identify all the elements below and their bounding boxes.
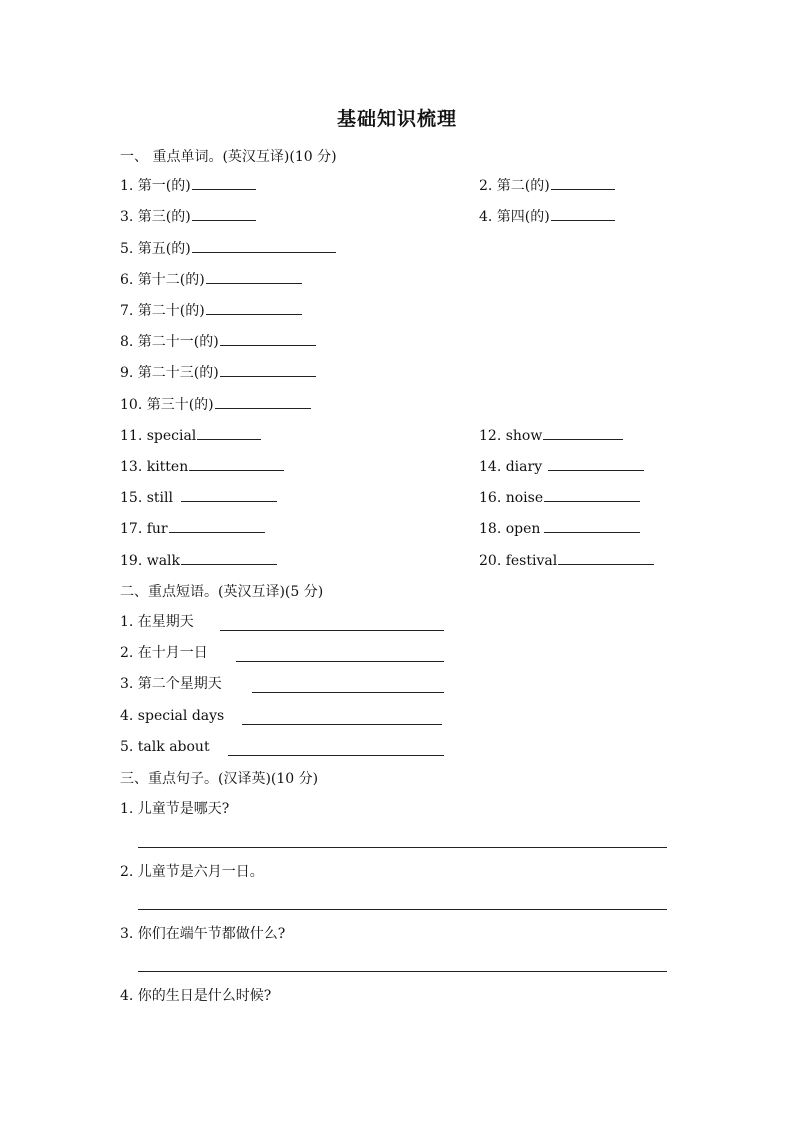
page-title: 基础知识梳理 [336,108,457,130]
word-item-14: 14. diary [479,456,644,476]
phrase-item-1: 1. 在星期天 [120,614,194,630]
phrase-answer-line[interactable] [228,755,444,756]
sentence-item-4: 4. 你的生日是什么时候? [120,988,272,1004]
word-item-12: 12. show [479,425,623,445]
answer-blank[interactable] [558,550,654,565]
sentence-item-3: 3. 你们在端午节都做什么? [120,926,286,942]
phrase-answer-line[interactable] [252,692,444,693]
word-item-20: 20. festival [479,550,654,570]
answer-blank[interactable] [543,425,623,440]
phrase-answer-line[interactable] [242,724,442,725]
word-item-4: 4. 第四(的) [479,206,615,226]
phrase-item-2: 2. 在十月一日 [120,645,208,661]
answer-blank[interactable] [206,269,302,284]
sentence-answer-line[interactable] [138,909,667,910]
answer-blank[interactable] [215,394,311,409]
word-item-1: 1. 第一(的) [120,175,256,195]
answer-blank[interactable] [197,425,261,440]
answer-blank[interactable] [181,487,277,502]
word-item-10: 10. 第三十(的) [120,394,311,414]
word-item-15: 15. still [120,487,277,507]
sentence-item-2: 2. 儿童节是六月一日。 [120,864,264,880]
word-item-2: 2. 第二(的) [479,175,615,195]
answer-blank[interactable] [192,175,256,190]
answer-blank[interactable] [544,487,640,502]
answer-blank[interactable] [206,300,302,315]
answer-blank[interactable] [551,206,615,221]
word-item-7: 7. 第二十(的) [120,300,302,320]
answer-blank[interactable] [192,206,256,221]
answer-blank[interactable] [220,362,316,377]
phrase-answer-line[interactable] [220,630,444,631]
phrase-answer-line[interactable] [236,661,444,662]
word-item-16: 16. noise [479,487,640,507]
word-item-13: 13. kitten [120,456,284,476]
answer-blank[interactable] [551,175,615,190]
section-heading-sentences: 三、重点句子。(汉译英)(10 分) [120,771,319,787]
answer-blank[interactable] [220,331,316,346]
sentence-answer-line[interactable] [138,847,667,848]
word-item-5: 5. 第五(的) [120,238,336,258]
phrase-item-5: 5. talk about [120,739,210,755]
answer-blank[interactable] [192,238,336,253]
word-item-3: 3. 第三(的) [120,206,256,226]
word-item-9: 9. 第二十三(的) [120,362,316,382]
word-item-6: 6. 第十二(的) [120,269,302,289]
sentence-item-1: 1. 儿童节是哪天? [120,801,230,817]
answer-blank[interactable] [181,550,277,565]
section-heading-words: 一、 重点单词。(英汉互译)(10 分) [120,149,337,165]
word-item-17: 17. fur [120,518,265,538]
word-item-11: 11. special [120,425,261,445]
section-heading-phrases: 二、重点短语。(英汉互译)(5 分) [120,584,324,600]
answer-blank[interactable] [189,456,284,471]
word-item-18: 18. open [479,518,640,538]
phrase-item-3: 3. 第二个星期天 [120,676,222,692]
answer-blank[interactable] [169,518,265,533]
word-item-19: 19. walk [120,550,277,570]
answer-blank[interactable] [544,518,640,533]
answer-blank[interactable] [548,456,644,471]
sentence-answer-line[interactable] [138,971,667,972]
phrase-item-4: 4. special days [120,708,225,724]
word-item-8: 8. 第二十一(的) [120,331,316,351]
